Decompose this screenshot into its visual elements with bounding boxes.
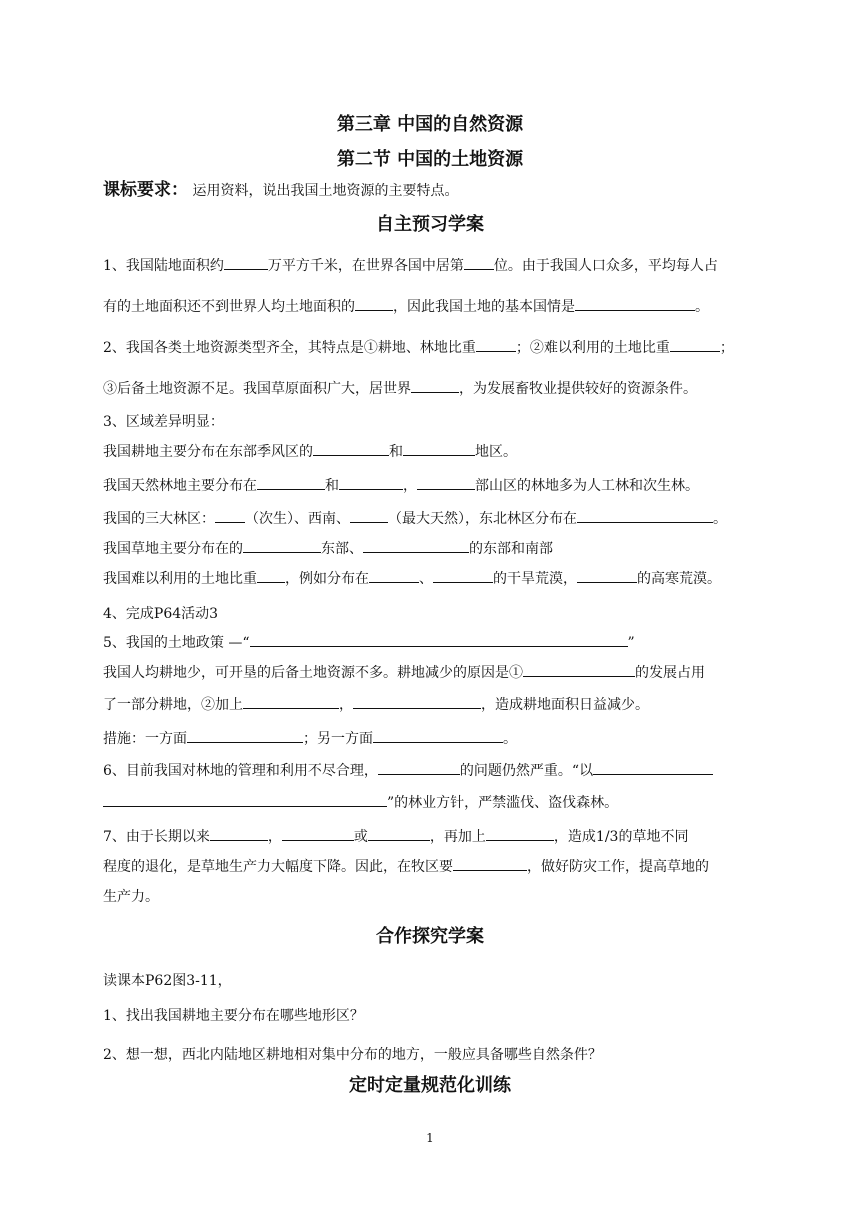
q3e-text-a: 我国难以利用的土地比重 (103, 571, 257, 587)
training-heading: 定时定量规范化训练 (349, 1075, 511, 1096)
q4-line: 4、完成P64活动3 (103, 606, 219, 622)
blank[interactable] (378, 761, 460, 775)
blank[interactable] (187, 729, 303, 743)
cooperation-q1: 1、找出我国耕地主要分布在哪些地形区？ (103, 1008, 364, 1024)
q7-text-e: ，造成1/3的草地不同 (553, 829, 689, 845)
q1-text-a: 1、我国陆地面积约 (103, 258, 224, 274)
q3-line: 3、区域差异明显： (103, 414, 224, 430)
q3a-text-a: 我国耕地主要分布在东部季风区的 (103, 444, 313, 460)
blank[interactable] (593, 761, 713, 775)
requirement-label: 课标要求： (103, 180, 188, 200)
q7c-line: 生产力。 (103, 889, 159, 905)
blank[interactable] (339, 476, 403, 490)
q3b-text-a: 我国天然林地主要分布在 (103, 478, 257, 494)
blank[interactable] (313, 442, 389, 456)
q3e-text-c: 、 (419, 571, 433, 587)
q6b-line (103, 792, 618, 812)
q3c-line (103, 508, 727, 528)
q3e-text-b: ，例如分布在 (285, 571, 369, 587)
page-number: 1 (426, 1131, 434, 1145)
blank[interactable] (433, 569, 493, 583)
q3c-text-a: 我国的三大林区： (103, 511, 215, 527)
q7b-text-a: 程度的退化，是草地生产力大幅度下降。因此，在牧区要 (103, 859, 453, 875)
q5c-text-b: ；另一方面 (303, 731, 373, 747)
q1-text-b: 万平方千米，在世界各国中居第 (267, 258, 464, 274)
blank[interactable] (224, 256, 268, 270)
blank[interactable] (369, 569, 419, 583)
q2-text-b: ；②难以利用的土地比重 (515, 340, 670, 356)
blank[interactable] (575, 297, 695, 311)
blank[interactable] (670, 338, 720, 352)
q5c-text-c: 。 (503, 731, 517, 747)
blank[interactable] (355, 297, 393, 311)
cooperation-heading: 合作探究学案 (376, 926, 484, 947)
blank[interactable] (243, 695, 339, 709)
section-title: 第二节 中国的土地资源 (336, 149, 524, 170)
q3d-text-b: 东部、 (321, 541, 363, 557)
q7b-text-b: ，做好防灾工作，提高草地的 (527, 859, 709, 875)
q2b-text-b: ，为发展畜牧业提供较好的资源条件。 (459, 381, 697, 397)
chapter-title: 第三章 中国的自然资源 (336, 114, 524, 135)
q3c-text-b: （次生）、西南、 (245, 511, 350, 527)
q5b-text-a: 了一部分耕地，②加上 (103, 697, 243, 713)
q5-text-b: ” (627, 635, 635, 651)
blank[interactable] (363, 539, 469, 553)
q7-line (103, 826, 688, 846)
q3e-text-d: 的干旱荒漠， (493, 571, 577, 587)
q7b-line (103, 856, 709, 876)
q5b-text-b: ， (339, 697, 353, 713)
q3b-line (103, 475, 699, 495)
q5a-text-a: 我国人均耕地少，可开垦的后备土地资源不多。耕地减少的原因是① (103, 665, 523, 681)
q1b-line (103, 296, 709, 316)
blank[interactable] (215, 509, 245, 523)
q3a-line (103, 441, 517, 461)
cooperation-intro: 读课本P62图3-11， (103, 973, 232, 989)
q7-text-d: ，再加上 (429, 829, 486, 845)
q6-text-b: 的问题仍然严重。“以 (459, 763, 594, 779)
q3d-line (103, 538, 553, 558)
blank[interactable] (453, 857, 527, 871)
blank[interactable] (350, 509, 388, 523)
q1-line (103, 255, 718, 275)
q7-text-a: 7、由于长期以来 (103, 829, 210, 845)
blank[interactable] (464, 256, 494, 270)
q3c-text-c: （最大天然），东北林区分布在 (388, 511, 577, 527)
q2b-text-a: ③后备土地资源不足。我国草原面积广大，居世界 (103, 381, 411, 397)
q5-text-a: 5、我国的土地政策 —“ (103, 635, 250, 651)
q5b-line (103, 694, 649, 714)
blank[interactable] (577, 569, 637, 583)
blank[interactable] (243, 539, 321, 553)
blank[interactable] (368, 827, 430, 841)
q5a-line (103, 662, 705, 682)
q5c-line (103, 728, 517, 748)
q3b-text-d: 部山区的林地多为人工林和次生林。 (475, 478, 699, 494)
q3b-text-b: 和 (325, 478, 339, 494)
q1b-text-c: 。 (695, 299, 709, 315)
blank[interactable] (411, 379, 459, 393)
q3e-line (103, 568, 721, 588)
blank[interactable] (577, 509, 713, 523)
q3b-text-c: ， (403, 478, 417, 494)
blank[interactable] (486, 827, 554, 841)
blank[interactable] (250, 633, 628, 647)
q7-text-b: ， (267, 829, 282, 845)
q6-line (103, 760, 713, 780)
blank[interactable] (257, 476, 325, 490)
q3c-text-d: 。 (713, 511, 727, 527)
q7-text-c: 或 (353, 829, 368, 845)
blank[interactable] (103, 793, 387, 807)
requirement (103, 175, 458, 200)
blank[interactable] (353, 695, 481, 709)
blank[interactable] (523, 663, 635, 677)
q6-text-a: 6、目前我国对林地的管理和利用不尽合理， (103, 763, 378, 779)
blank[interactable] (210, 827, 268, 841)
blank[interactable] (373, 729, 503, 743)
q5b-text-c: ，造成耕地面积日益减少。 (481, 697, 649, 713)
q6b-text-a: ”的林业方针，严禁滥伐、盗伐森林。 (387, 795, 619, 811)
blank[interactable] (476, 338, 516, 352)
q3a-text-b: 和 (389, 444, 403, 460)
q1-text-c: 位。由于我国人口众多，平均每人占 (493, 258, 718, 274)
blank[interactable] (417, 476, 475, 490)
q2-line (103, 337, 734, 357)
preview-heading: 自主预习学案 (376, 214, 484, 235)
blank[interactable] (403, 442, 475, 456)
q2-text-a: 2、我国各类土地资源类型齐全，其特点是①耕地、林地比重 (103, 340, 476, 356)
q2-text-c: ； (719, 340, 734, 356)
q1b-text-a: 有的土地面积还不到世界人均土地面积的 (103, 299, 355, 315)
cooperation-q2: 2、想一想，西北内陆地区耕地相对集中分布的地方，一般应具备哪些自然条件？ (103, 1047, 602, 1063)
q5-line (103, 632, 635, 652)
requirement-text: 运用资料，说出我国土地资源的主要特点。 (192, 183, 459, 199)
blank[interactable] (282, 827, 354, 841)
q1b-text-b: ，因此我国土地的基本国情是 (393, 299, 575, 315)
q5c-text-a: 措施：一方面 (103, 731, 187, 747)
q3e-text-e: 的高寒荒漠。 (637, 571, 721, 587)
q2b-line (103, 378, 697, 398)
q3a-text-c: 地区。 (475, 444, 517, 460)
q3d-text-c: 的东部和南部 (469, 541, 553, 557)
q3d-text-a: 我国草地主要分布在的 (103, 541, 243, 557)
blank[interactable] (257, 569, 285, 583)
q5a-text-b: 的发展占用 (635, 665, 705, 681)
